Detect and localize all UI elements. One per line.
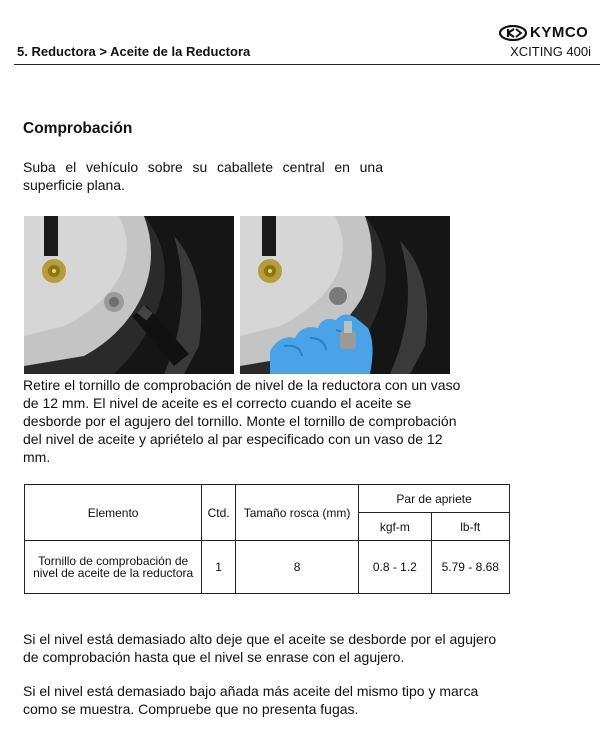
header-thread-size: Tamaño rosca (mm) (235, 485, 358, 541)
section-title: Comprobación (23, 120, 133, 137)
cell-qty: 1 (202, 541, 236, 594)
too-low-paragraph: Si el nivel está demasiado bajo añada más aceite del mismo tipo y marca como se muestra. Compruebe que no presenta fugas. (23, 683, 479, 717)
check-paragraph: Retire el tornillo de comprobación de nivel de la reductora con un vaso de 12 mm. El nivel de aceite es el correcto cuando el aceite se desborde por el agujero del tornillo. Monte el tornillo de comprobación del nivel de aceite y apriételo al par especificado con un vaso de 12 mm. (23, 377, 461, 465)
cell-element: Tornillo de comprobación de nivel de aceite de la reductora (25, 541, 202, 594)
cell-kgf-m: 0.8 - 1.2 (359, 541, 431, 594)
table-header-row (25, 485, 510, 513)
header-kgf-m: kgf-m (359, 513, 431, 541)
torque-table (24, 484, 510, 594)
header-qty: Ctd. (202, 485, 236, 541)
cell-lb-ft: 5.79 - 8.68 (431, 541, 510, 594)
breadcrumb: 5. Reductora > Aceite de la Reductora (17, 44, 251, 59)
brand-name: KYMCO (530, 24, 589, 41)
table-row (25, 541, 510, 594)
brand-logo (499, 24, 588, 41)
cell-thread-size: 8 (235, 541, 358, 594)
model-name: XCITING 400i (510, 44, 591, 59)
too-high-paragraph: Si el nivel está demasiado alto deje que el aceite se desborde por el agujero de comprobación hasta que el nivel se enrase con el agujero. (23, 631, 497, 665)
header-torque: Par de apriete (359, 485, 510, 513)
photo-bolt-socket (24, 216, 234, 374)
header-divider (14, 64, 600, 65)
intro-paragraph: Suba el vehículo sobre su caballete central en una superficie plana. (23, 159, 383, 193)
header-lb-ft: lb-ft (431, 513, 510, 541)
header-element: Elemento (25, 485, 202, 541)
kymco-logo-icon (499, 25, 527, 41)
photo-bolt-removed (240, 216, 450, 374)
